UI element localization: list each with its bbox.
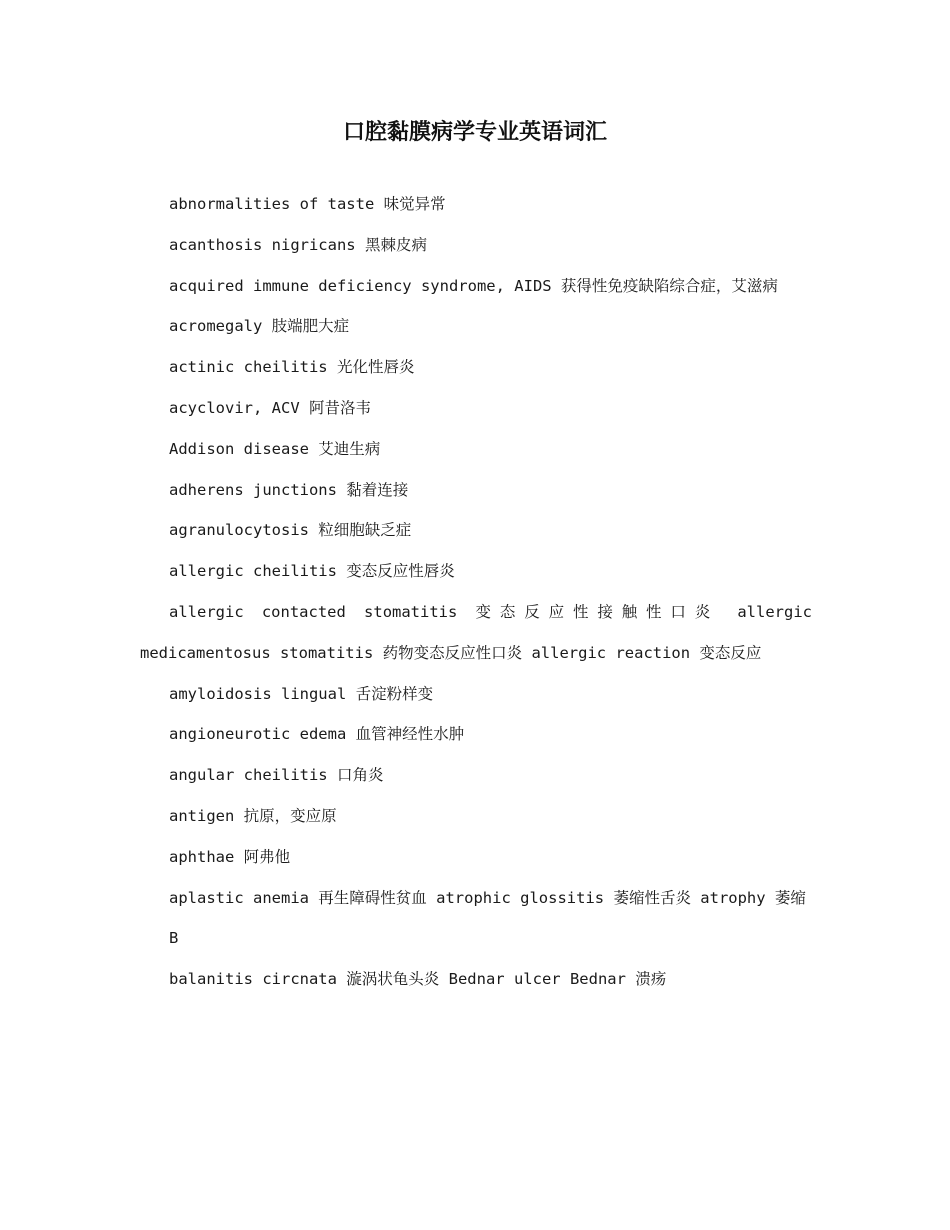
glossary-entry: balanitis circnata 漩涡状龟头炎 Bednar ulcer Bednar 溃疡 (169, 970, 667, 989)
glossary-entry: Addison disease 艾迪生病 (169, 439, 381, 458)
glossary-entry: angioneurotic edema 血管神经性水肿 (169, 725, 465, 744)
glossary-entry: angular cheilitis 口角炎 (169, 766, 384, 785)
document-title: 口腔黏膜病学专业英语词汇 (342, 119, 607, 145)
glossary-entry: acromegaly 肢端肥大症 (169, 317, 350, 336)
glossary-entry: adherens junctions 黏着连接 (169, 480, 409, 499)
glossary-entry: acanthosis nigricans 黑棘皮病 (169, 235, 427, 254)
glossary-entry: aplastic anemia 再生障碍性贫血 atrophic glossitis 萎缩性舌炎 atrophy 萎缩 (169, 888, 806, 907)
glossary-entry: actinic cheilitis 光化性唇炎 (169, 358, 415, 377)
section-letter-heading: B (169, 929, 179, 948)
glossary-entry: abnormalities of taste 味觉异常 (169, 195, 446, 213)
glossary-entry: amyloidosis lingual 舌淀粉样变 (169, 684, 434, 703)
glossary-entry: acquired immune deficiency syndrome, AIDS 获得性免疫缺陷综合症，艾滋病 (169, 276, 778, 295)
glossary-entry: acyclovir, ACV 阿昔洛韦 (169, 398, 371, 417)
glossary-entry: agranulocytosis 粒细胞缺乏症 (169, 521, 412, 540)
glossary-entry: aphthae 阿弗他 (169, 847, 291, 866)
glossary-entry: antigen 抗原，变应原 (169, 806, 337, 825)
glossary-body (140, 184, 812, 1000)
glossary-entry: allergic cheilitis 变态反应性唇炎 (169, 562, 455, 581)
glossary-entry: allergic contacted stomatitis 变态反应性接触性口炎 allergic medicamentosus stomatitis 药物变态反应性口炎 allergic reaction 变态反应 (140, 602, 812, 662)
